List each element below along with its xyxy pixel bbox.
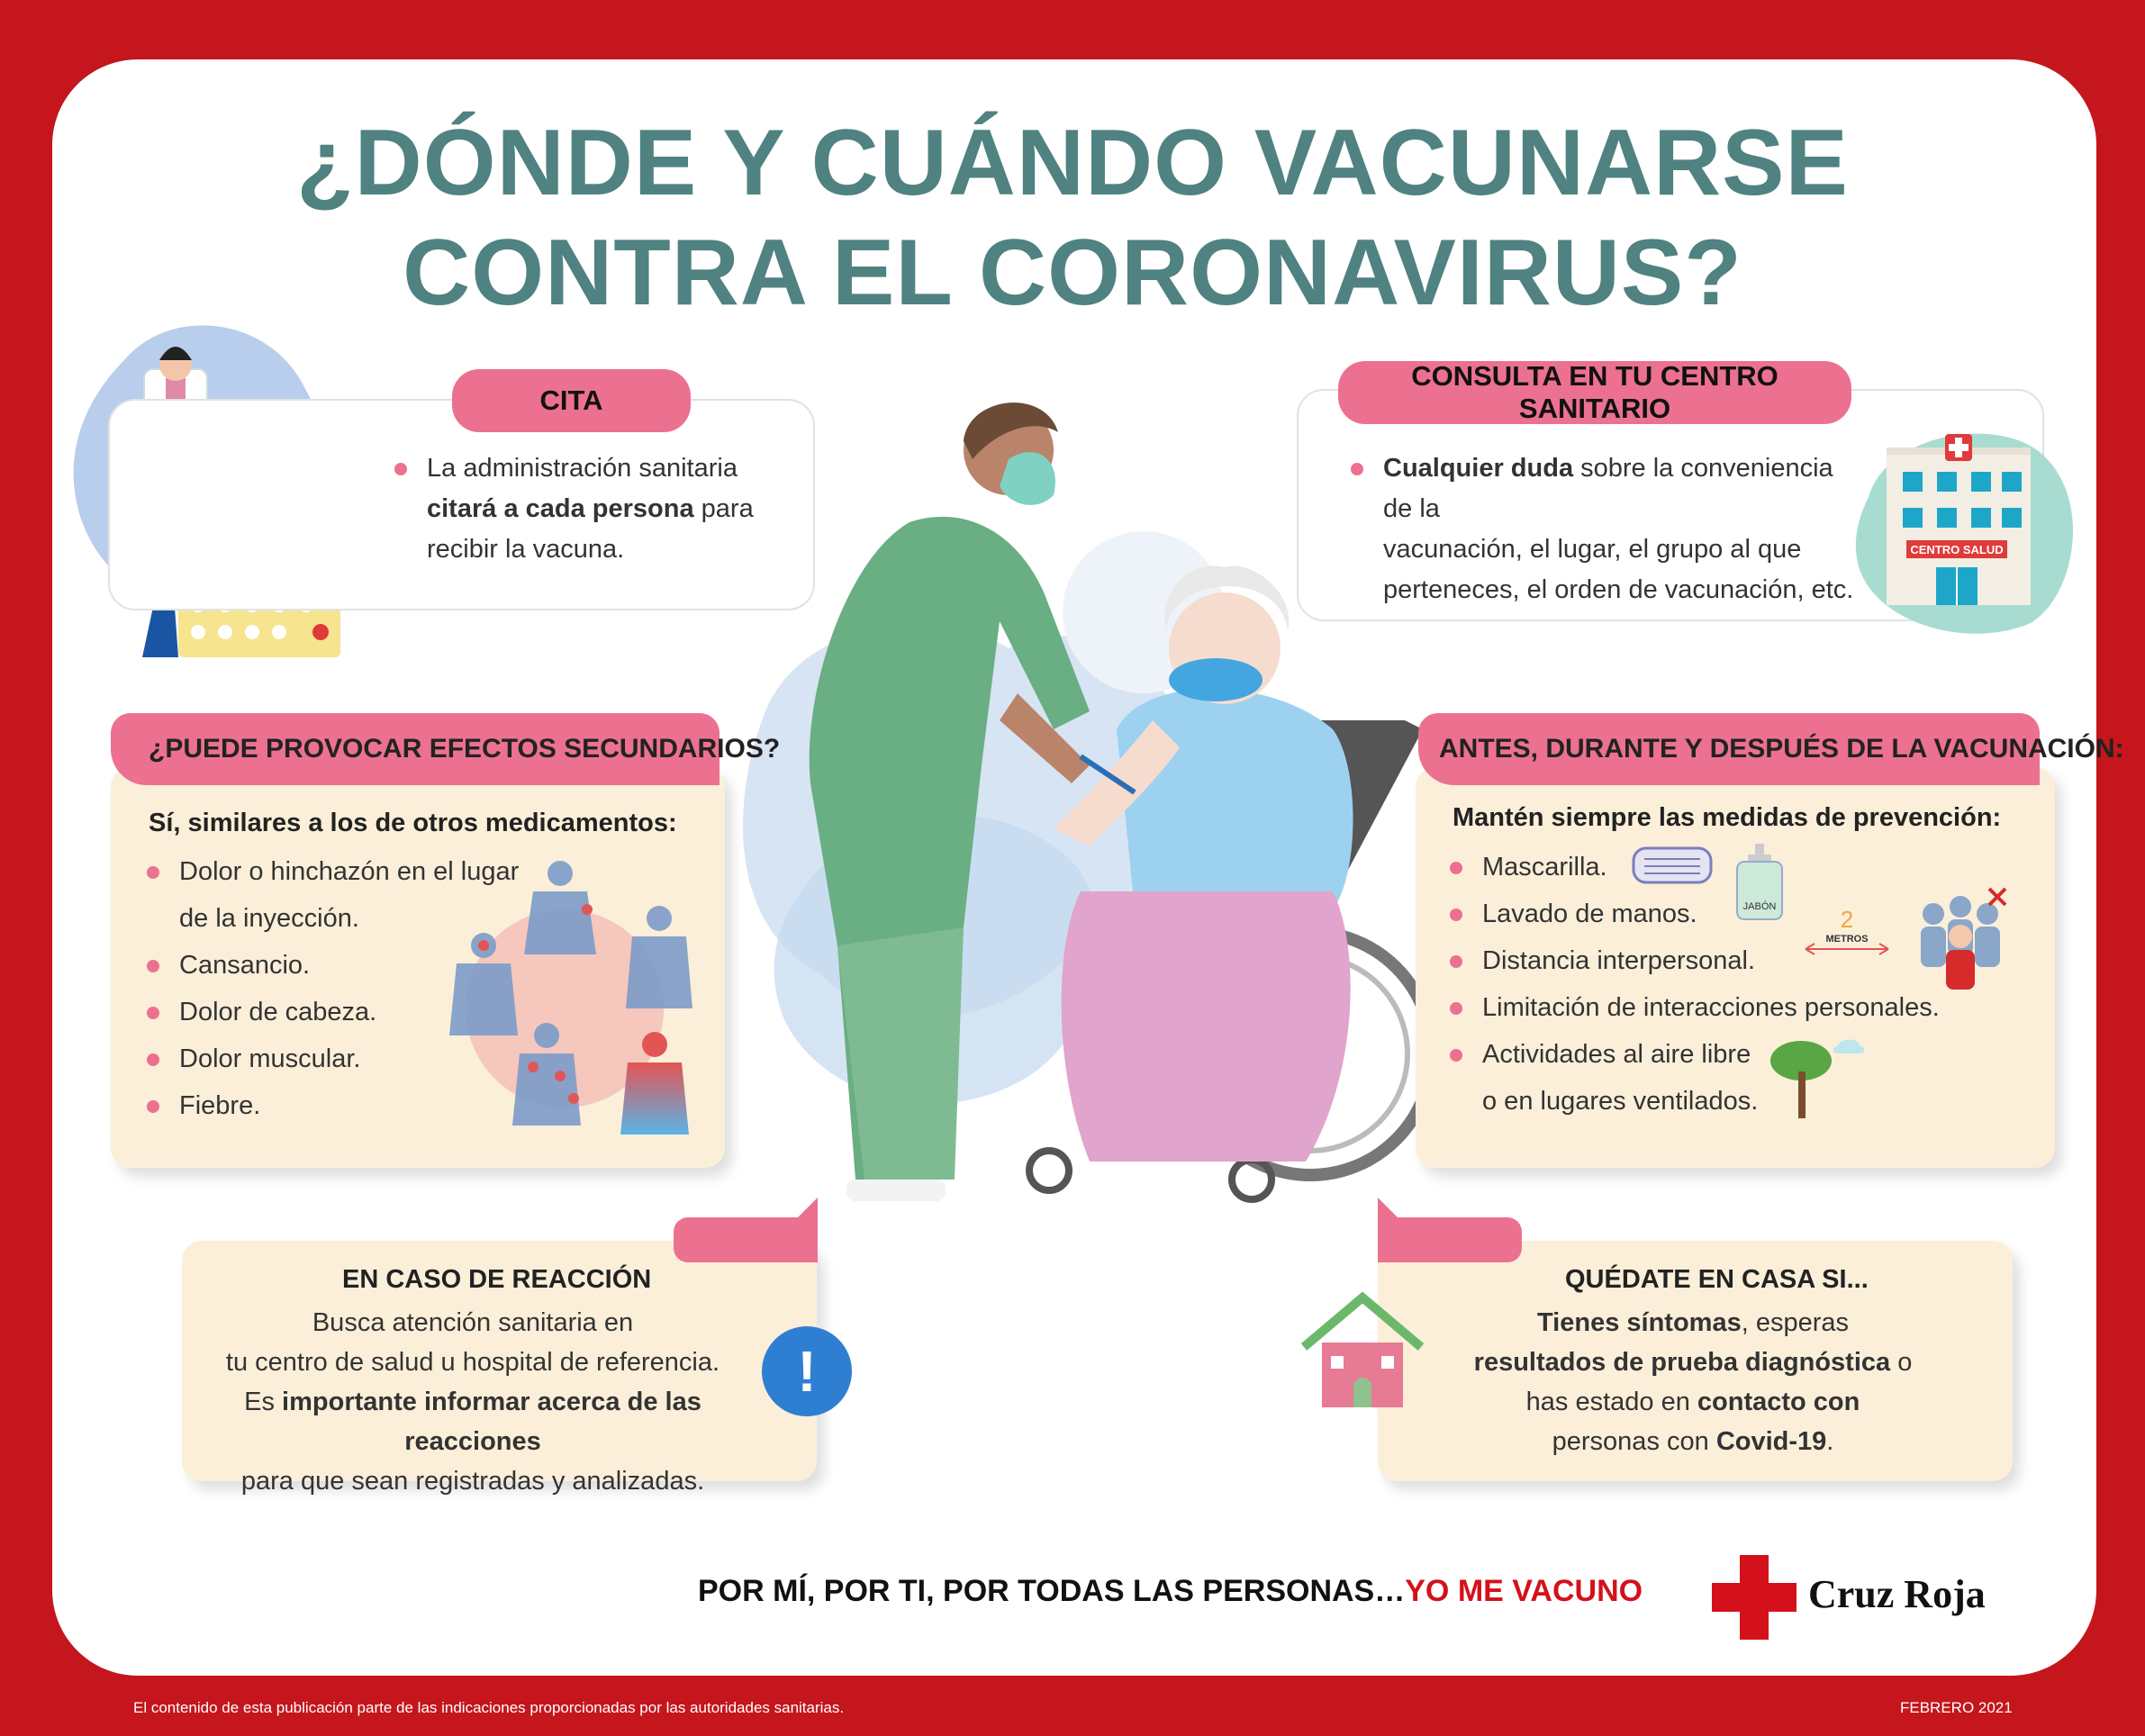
consulta-text-2: vacunación, el lugar, el grupo al que [1383, 535, 1802, 564]
exclamation-icon [762, 1326, 852, 1416]
quedate-line-2-rest: o [1890, 1348, 1913, 1377]
soap-icon [1733, 842, 1788, 923]
consulta-text-bold: Cualquier duda [1383, 454, 1574, 483]
reaccion-text [189, 1303, 756, 1501]
efectos-item: Cansancio. [147, 942, 525, 989]
reaccion-line-1: Busca atención sanitaria en [312, 1308, 634, 1337]
logo-text: Cruz Roja [1808, 1572, 1986, 1616]
mask-icon [1628, 844, 1718, 889]
reaccion-heading: EN CASO DE REACCIÓN [342, 1265, 652, 1294]
quedate-line-4-bold: Covid-19 [1715, 1427, 1827, 1456]
quedate-line-2-bold: resultados de prueba diagnóstica [1473, 1348, 1891, 1377]
quedate-line-4-pre: personas con [1552, 1427, 1716, 1456]
red-cross-logo-icon [1712, 1555, 1797, 1640]
quedate-line-1-rest: , esperas [1741, 1308, 1849, 1337]
distance-arrow-icon [1802, 908, 1892, 962]
consulta-text-3: perteneces, el orden de vacunación, etc. [1383, 575, 1854, 604]
medidas-item: Mascarilla. [1450, 844, 1954, 891]
efectos-item: Dolor de cabeza. [147, 989, 525, 1035]
efectos-item: Dolor muscular. [147, 1035, 525, 1082]
crowd-people-icon [1915, 887, 2014, 995]
quedate-line-2 [1432, 1343, 1954, 1382]
cita-text-3: recibir la vacuna. [427, 535, 625, 564]
exclamation-glyph: ! [797, 1339, 817, 1404]
medidas-item: Distancia interpersonal. [1450, 937, 1954, 984]
page-title [0, 108, 2145, 328]
quedate-heading: QUÉDATE EN CASA SI... [1565, 1265, 1869, 1294]
efectos-item: Dolor o hinchazón en el lugar [147, 848, 525, 895]
reaccion-line-4: para que sean registradas y analizadas. [240, 1467, 705, 1496]
medidas-label: ANTES, DURANTE Y DESPUÉS DE LA VACUNACIÓN: [1439, 734, 2124, 764]
title-line-1: ¿DÓNDE Y CUÁNDO VACUNARSE [296, 111, 1849, 215]
quedate-line-4-end: . [1826, 1427, 1834, 1456]
reaccion-line-3-bold: importante informar acerca de las reacciones [282, 1388, 701, 1456]
medidas-item: Lavado de manos. [1450, 891, 1954, 937]
cita-text-1: La administración sanitaria [427, 454, 738, 483]
quedate-text [1432, 1303, 1954, 1461]
distance-unit: METROS [1825, 934, 1869, 945]
consulta-text-1: sobre la conveniencia de la [1383, 454, 1833, 523]
cita-label: CITA [452, 369, 691, 432]
medidas-item: o en lugares ventilados. [1482, 1087, 1759, 1116]
nurse-vaccinating-patient-illustration [711, 387, 1432, 1234]
quedate-line-3-pre: has estado en [1525, 1388, 1697, 1416]
reaccion-line-2: tu centro de salud u hospital de referencia. [225, 1348, 720, 1377]
tree-outdoor-icon [1765, 1035, 1864, 1126]
slogan [698, 1574, 1643, 1609]
slogan-main: POR MÍ, POR TI, POR TODAS LAS PERSONAS… [698, 1574, 1406, 1608]
cita-text-2: para [693, 494, 754, 523]
building-sign: CENTRO SALUD [1910, 543, 2004, 556]
quedate-line-3-bold: contacto con [1697, 1388, 1860, 1416]
quedate-line-1-bold: Tienes síntomas [1536, 1308, 1742, 1337]
quedate-line-3 [1432, 1382, 1954, 1422]
slogan-accent: YO ME VACUNO [1405, 1574, 1643, 1608]
body-pain-figures-illustration [448, 855, 700, 1144]
quedate-line-1 [1432, 1303, 1954, 1343]
reaccion-line-3-pre: Es [244, 1388, 283, 1416]
health-center-building-illustration [1851, 416, 2085, 641]
efectos-label: ¿PUEDE PROVOCAR EFECTOS SECUNDARIOS? [149, 734, 781, 764]
footer-date: FEBRERO 2021 [1900, 1699, 2013, 1716]
reaccion-line-3 [189, 1382, 756, 1461]
house-icon [1295, 1293, 1430, 1410]
footer-disclaimer: El contenido de esta publicación parte de las indicaciones proporcionadas por las autoridades sanitarias. [133, 1699, 845, 1716]
quedate-tab-notch [1378, 1198, 1405, 1234]
efectos-item: de la inyección. [179, 904, 359, 933]
quedate-line-4 [1432, 1422, 1954, 1461]
title-line-2: CONTRA EL CORONAVIRUS? [403, 221, 1742, 325]
soap-label: JABÓN [1742, 901, 1777, 912]
efectos-item: Fiebre. [147, 1082, 525, 1129]
bullet-dot [394, 463, 407, 475]
cita-text-bold: citará a cada persona [427, 494, 694, 523]
consulta-label: CONSULTA EN TU CENTRO SANITARIO [1338, 361, 1851, 424]
medidas-item: Limitación de interacciones personales. [1450, 984, 1954, 1031]
medidas-intro: Mantén siempre las medidas de prevención: [1453, 803, 2002, 832]
reaccion-tab-notch [791, 1198, 818, 1234]
efectos-intro: Sí, similares a los de otros medicamentos: [149, 809, 677, 837]
distance-number: 2 [1840, 906, 1854, 933]
medidas-item: Actividades al aire libre [1450, 1031, 1954, 1078]
